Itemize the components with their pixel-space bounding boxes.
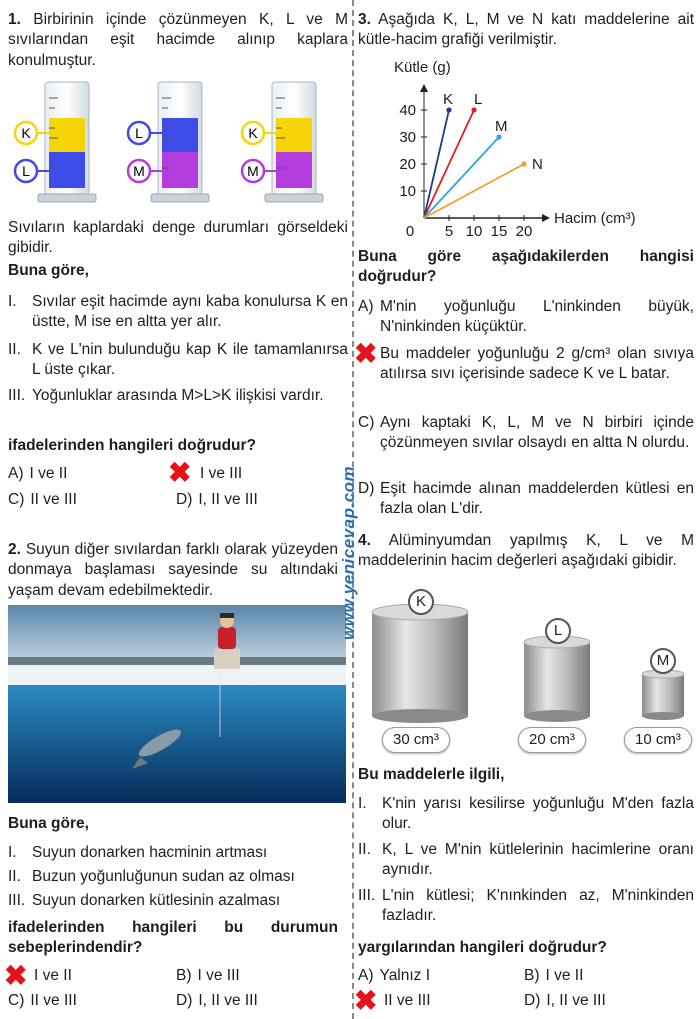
q3-stem-text: Aşağıda K, L, M ve N katı maddelerine ait kütle-hacim grafiği verilmiştir.: [358, 11, 695, 49]
q2-option-d-text: I, II ve III: [198, 992, 258, 1009]
q1-statement-1-text: Sıvılar eşit hacimde aynı kaba konulursa K en üstte, M ise en altta yer alır.: [32, 293, 348, 331]
q1-option-c-letter: C): [8, 491, 25, 508]
x-axis-label: Hacim (cm³): [554, 210, 636, 227]
q1-option-c[interactable]: [8, 490, 77, 510]
series-label-N: N: [532, 156, 543, 173]
q3-stem: [358, 10, 694, 51]
cylinder-m: [642, 670, 684, 720]
q4-statement-2: [358, 840, 694, 881]
q3-option-a[interactable]: [358, 297, 694, 338]
site-watermark: www.yenicevap.com: [339, 465, 358, 640]
q1-option-c-text: II ve III: [30, 491, 77, 508]
q1-statement-2-text: K ve L'nin bulunduğu kap K ile tamamlanırsa L üste çıkar.: [32, 341, 348, 379]
q2-option-c[interactable]: [8, 991, 77, 1011]
q1-c2-top-label: [128, 122, 162, 144]
y-tick-label-20: 20: [399, 156, 416, 173]
q4-option-c-text: II ve III: [384, 992, 431, 1009]
q4-option-a-text: Yalnız I: [379, 967, 431, 984]
x-tick-label-5: 5: [444, 223, 454, 238]
q1-stem-text: Birbirinin içinde çözünmeyen K, L ve M sıvılarından eşit hacimde alınıp kaplara konulmuştur.: [8, 11, 348, 69]
svg-text:L: L: [22, 163, 30, 179]
x-tick-label-0: 0: [405, 223, 415, 238]
q2-stem-text: Suyun diğer sıvılardan farklı olarak yüzeyden donmaya başlaması sayesinde su altındaki yaşam devam edebilmektedir.: [8, 541, 338, 599]
q1-option-a-text: I ve II: [29, 465, 68, 482]
q1-c3-bottom-label: [242, 160, 276, 182]
q4-option-d[interactable]: [524, 991, 606, 1011]
q1-statement-3-num: III.: [8, 387, 26, 404]
q4-option-d-letter: D): [524, 992, 541, 1009]
q2-statement-1: [8, 843, 348, 863]
q4-statement-1-num: I.: [358, 795, 367, 812]
q1-container-3: [265, 82, 323, 202]
q2-option-a-text: I ve II: [34, 967, 72, 984]
q1-container-1-bottom-liquid: [49, 152, 85, 188]
q4-statement-3: [358, 886, 694, 927]
q1-c1-bottom-label: [15, 160, 49, 182]
q1-container-2-bottom-liquid: [162, 152, 198, 188]
q1-statement-1: [8, 292, 348, 333]
x-tick-label-15: 15: [490, 223, 508, 238]
cylinder-k-volume: 30 cm³: [382, 727, 450, 753]
q4-statement-3-text: L'nin kütlesi; K'nınkinden az, M'ninkinden fazladır.: [382, 887, 694, 925]
q1-option-d-text: I, II ve III: [198, 491, 258, 508]
q3-option-d[interactable]: [358, 479, 694, 520]
q2-option-b-text: I ve III: [197, 967, 240, 984]
q4-option-a-letter: A): [358, 967, 374, 984]
svg-text:M: M: [133, 163, 145, 179]
series-line-M: [424, 137, 499, 218]
q1-container-2: [151, 82, 209, 202]
q3-option-a-letter: A): [358, 298, 374, 315]
q4-option-d-text: I, II ve III: [546, 992, 606, 1009]
q4-answer-x-icon: ✖: [354, 985, 378, 1016]
q2-statement-3-text: Suyun donarken kütlesinin azalması: [32, 892, 281, 909]
q4-cylinders-figure: [358, 590, 698, 730]
q4-question: yargılarından hangileri doğrudur?: [358, 939, 607, 956]
q1-number: 1.: [8, 11, 21, 28]
q3-option-b-text: Bu maddeler yoğunluğu 2 g/cm³ olan sıvıya atılırsa sıvı içerisinde sadece K ve L batar.: [380, 345, 694, 383]
q3-option-c-letter: C): [358, 414, 375, 431]
q4-lead: Bu maddelerle ilgili,: [358, 766, 505, 783]
q2-statement-2: [8, 867, 348, 887]
q3-option-d-letter: D): [358, 480, 375, 497]
q1-container-3-bottom-liquid: [276, 152, 312, 188]
q1-option-a-letter: A): [8, 465, 24, 482]
q4-statement-3-num: III.: [358, 887, 376, 904]
q1-container-1-top-liquid: [49, 118, 85, 152]
q1-option-d-letter: D): [176, 491, 193, 508]
q1-option-b-text: I ve III: [200, 465, 243, 482]
x-tick-label-20: 20: [515, 223, 533, 238]
series-line-L: [424, 110, 474, 218]
q2-statement-3-num: III.: [8, 892, 26, 909]
q1-c2-bottom-label: [128, 160, 162, 182]
q1-container-1: [38, 82, 96, 202]
q2-statement-1-text: Suyun donarken hacminin artması: [32, 844, 268, 861]
cylinder-m-volume: 10 cm³: [624, 727, 692, 753]
q1-statement-2-num: II.: [8, 341, 21, 358]
cylinder-k-label: K: [408, 589, 434, 615]
q2-statement-3: [8, 891, 348, 911]
y-tick-label-40: 40: [399, 102, 416, 119]
q1-lead: Buna göre,: [8, 262, 89, 279]
cylinder-l: [524, 636, 590, 722]
x-tick-label-10: 10: [465, 223, 483, 238]
q1-statement-2: [8, 340, 348, 381]
mass-volume-chart: [380, 58, 690, 238]
q1-description: Sıvıların kaplardaki denge durumları görseldeki gibidir.: [8, 219, 348, 257]
q1-container-2-top-liquid: [162, 118, 198, 152]
q3-option-c-text: Aynı kaptaki K, L, M ve N birbiri içinde çözünmeyen sıvılar olsaydı en altta N olurdu.: [380, 414, 694, 452]
q4-stem: [358, 531, 694, 572]
series-point-K: [446, 107, 451, 112]
svg-text:M: M: [247, 163, 259, 179]
series-point-L: [471, 107, 476, 112]
series-point-N: [521, 161, 526, 166]
q1-statement-1-num: I.: [8, 293, 17, 310]
q2-option-c-text: II ve III: [30, 992, 77, 1009]
q1-c3-top-label: [242, 122, 276, 144]
q1-statement-3: [8, 386, 348, 406]
q1-containers-figure: [8, 78, 348, 208]
q4-stem-text: Alüminyumdan yapılmış K, L ve M maddelerinin hacim değerleri aşağıdaki gibidir.: [358, 532, 694, 570]
q4-statement-1: [358, 794, 694, 835]
q3-option-c[interactable]: [358, 413, 694, 454]
y-axis-arrow: [420, 84, 428, 92]
q1-answer-x-icon: ✖: [168, 457, 192, 488]
svg-text:K: K: [248, 125, 258, 141]
q2-question: ifadelerinden hangileri bu durumun sebeplerindendir?: [8, 919, 338, 957]
cylinder-m-label: M: [650, 648, 676, 674]
q2-statement-2-num: II.: [8, 868, 21, 885]
q4-statement-2-num: II.: [358, 841, 371, 858]
q4-option-b-letter: B): [524, 967, 540, 984]
frozen-lake-photo: [8, 605, 346, 803]
q2-lead: Buna göre,: [8, 815, 89, 832]
q1-statement-3-text: Yoğunluklar arasında M>L>K ilişkisi vardır.: [32, 387, 324, 404]
q4-statement-2-text: K, L ve M'nin kütlelerinin hacimlerine oranı aynıdır.: [382, 841, 694, 879]
q2-stem: [8, 540, 338, 601]
q3-option-a-text: M'nin yoğunluğu L'ninkinden büyük, N'ninkinden küçüktür.: [380, 298, 694, 336]
series-point-M: [496, 134, 501, 139]
q3-option-d-text: Eşit hacimde alınan maddelerden kütlesi en fazla olan L'dir.: [380, 480, 694, 518]
svg-text:K: K: [21, 125, 31, 141]
q2-statement-2-text: Buzun yoğunluğunun sudan az olması: [32, 868, 295, 885]
series-label-K: K: [443, 91, 454, 108]
series-label-L: L: [474, 91, 483, 108]
q2-option-c-letter: C): [8, 992, 25, 1009]
q2-option-d-letter: D): [176, 992, 193, 1009]
q2-statement-1-num: I.: [8, 844, 17, 861]
q1-stem: [8, 10, 348, 71]
q3-number: 3.: [358, 11, 371, 28]
q4-option-a[interactable]: [358, 966, 430, 986]
q2-option-b-letter: B): [176, 967, 192, 984]
cylinder-l-volume: 20 cm³: [518, 727, 586, 753]
q1-option-a[interactable]: [8, 464, 67, 484]
series-label-M: M: [495, 118, 508, 135]
cylinder-k: [372, 604, 468, 723]
q1-option-d[interactable]: [176, 490, 258, 510]
q3-option-b[interactable]: [380, 344, 694, 385]
q1-question: ifadelerinden hangileri doğrudur?: [8, 437, 257, 454]
q1-option-b[interactable]: [200, 464, 242, 484]
q2-option-d[interactable]: [176, 991, 258, 1011]
q3-question: Buna göre aşağıdakilerden hangisi doğrudur?: [358, 248, 694, 286]
q2-number: 2.: [8, 541, 21, 558]
q1-c1-top-label: [15, 122, 49, 144]
y-tick-label-30: 30: [399, 129, 416, 146]
y-tick-label-10: 10: [399, 183, 416, 200]
q2-answer-x-icon: ✖: [4, 960, 28, 991]
q4-option-b[interactable]: [524, 966, 583, 986]
q2-option-b[interactable]: [176, 966, 240, 986]
cylinder-l-label: L: [545, 618, 571, 644]
series-line-K: [424, 110, 449, 218]
chart-lines: [424, 107, 527, 218]
q4-option-b-text: I ve II: [545, 967, 584, 984]
x-axis-arrow: [542, 214, 550, 222]
q3-answer-x-icon: ✖: [354, 338, 378, 369]
q4-number: 4.: [358, 532, 371, 549]
q1-container-3-top-liquid: [276, 118, 312, 152]
svg-text:L: L: [135, 125, 143, 141]
series-line-N: [424, 164, 524, 218]
q4-statement-1-text: K'nin yarısı kesilirse yoğunluğu M'den fazla olur.: [382, 795, 694, 833]
q4-option-c[interactable]: [384, 991, 431, 1011]
y-axis-label: Kütle (g): [394, 59, 451, 76]
q2-option-a[interactable]: [34, 966, 72, 986]
